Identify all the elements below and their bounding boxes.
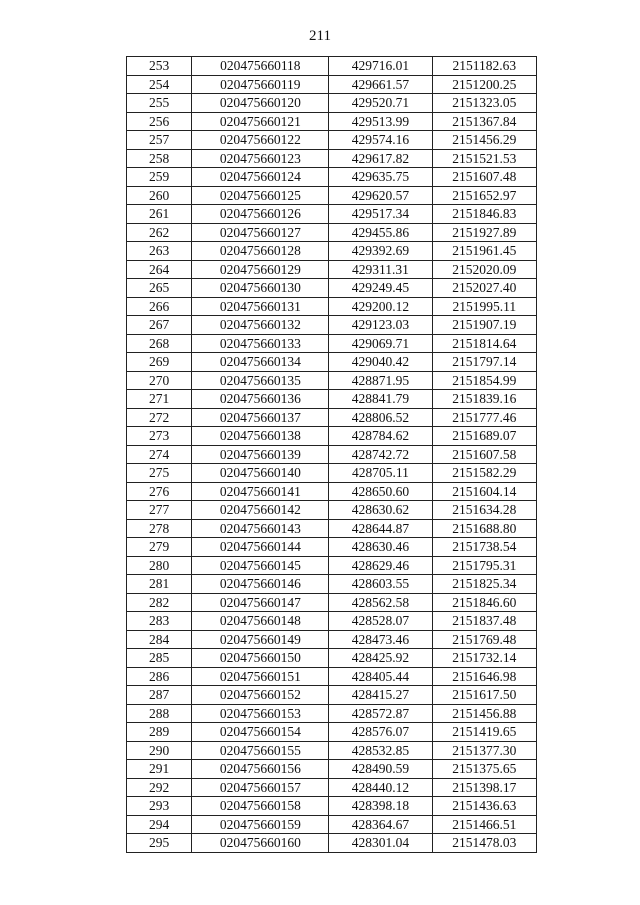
y-coordinate-cell: 2151582.29 bbox=[432, 464, 536, 483]
point-id-cell: 020475660144 bbox=[192, 538, 329, 557]
table-row bbox=[127, 371, 537, 390]
x-coordinate-cell: 429123.03 bbox=[329, 316, 432, 335]
point-id-cell: 020475660139 bbox=[192, 445, 329, 464]
x-coordinate-cell: 428405.44 bbox=[329, 667, 432, 686]
table-row bbox=[127, 612, 537, 631]
point-id-cell: 020475660142 bbox=[192, 501, 329, 520]
x-coordinate-cell: 428473.46 bbox=[329, 630, 432, 649]
point-id-cell: 020475660121 bbox=[192, 112, 329, 131]
table-row bbox=[127, 834, 537, 853]
x-coordinate-cell: 428603.55 bbox=[329, 575, 432, 594]
point-number-cell: 260 bbox=[127, 186, 192, 205]
point-id-cell: 020475660156 bbox=[192, 760, 329, 779]
table-row bbox=[127, 223, 537, 242]
point-id-cell: 020475660150 bbox=[192, 649, 329, 668]
point-number-cell: 268 bbox=[127, 334, 192, 353]
x-coordinate-cell: 429455.86 bbox=[329, 223, 432, 242]
table-row bbox=[127, 538, 537, 557]
table-body bbox=[127, 57, 537, 853]
point-id-cell: 020475660124 bbox=[192, 168, 329, 187]
table-row bbox=[127, 741, 537, 760]
table-row bbox=[127, 815, 537, 834]
y-coordinate-cell: 2151634.28 bbox=[432, 501, 536, 520]
x-coordinate-cell: 428364.67 bbox=[329, 815, 432, 834]
y-coordinate-cell: 2151367.84 bbox=[432, 112, 536, 131]
coordinates-table bbox=[126, 56, 537, 853]
x-coordinate-cell: 429040.42 bbox=[329, 353, 432, 372]
point-number-cell: 261 bbox=[127, 205, 192, 224]
table-row bbox=[127, 186, 537, 205]
x-coordinate-cell: 429661.57 bbox=[329, 75, 432, 94]
table-row bbox=[127, 297, 537, 316]
point-id-cell: 020475660143 bbox=[192, 519, 329, 538]
y-coordinate-cell: 2151200.25 bbox=[432, 75, 536, 94]
y-coordinate-cell: 2151323.05 bbox=[432, 94, 536, 113]
y-coordinate-cell: 2151846.60 bbox=[432, 593, 536, 612]
point-number-cell: 282 bbox=[127, 593, 192, 612]
y-coordinate-cell: 2151419.65 bbox=[432, 723, 536, 742]
x-coordinate-cell: 428415.27 bbox=[329, 686, 432, 705]
point-number-cell: 287 bbox=[127, 686, 192, 705]
point-number-cell: 258 bbox=[127, 149, 192, 168]
y-coordinate-cell: 2151604.14 bbox=[432, 482, 536, 501]
table-row bbox=[127, 778, 537, 797]
x-coordinate-cell: 428440.12 bbox=[329, 778, 432, 797]
table-row bbox=[127, 168, 537, 187]
point-number-cell: 290 bbox=[127, 741, 192, 760]
x-coordinate-cell: 429635.75 bbox=[329, 168, 432, 187]
point-id-cell: 020475660123 bbox=[192, 149, 329, 168]
y-coordinate-cell: 2151797.14 bbox=[432, 353, 536, 372]
table-row bbox=[127, 408, 537, 427]
point-number-cell: 276 bbox=[127, 482, 192, 501]
table-row bbox=[127, 723, 537, 742]
x-coordinate-cell: 428572.87 bbox=[329, 704, 432, 723]
table-row bbox=[127, 242, 537, 261]
table-row bbox=[127, 316, 537, 335]
point-id-cell: 020475660131 bbox=[192, 297, 329, 316]
x-coordinate-cell: 429517.34 bbox=[329, 205, 432, 224]
y-coordinate-cell: 2151398.17 bbox=[432, 778, 536, 797]
point-id-cell: 020475660158 bbox=[192, 797, 329, 816]
x-coordinate-cell: 429392.69 bbox=[329, 242, 432, 261]
point-id-cell: 020475660122 bbox=[192, 131, 329, 150]
table-row bbox=[127, 797, 537, 816]
point-number-cell: 280 bbox=[127, 556, 192, 575]
point-id-cell: 020475660151 bbox=[192, 667, 329, 686]
point-number-cell: 266 bbox=[127, 297, 192, 316]
x-coordinate-cell: 428425.92 bbox=[329, 649, 432, 668]
x-coordinate-cell: 428301.04 bbox=[329, 834, 432, 853]
point-id-cell: 020475660160 bbox=[192, 834, 329, 853]
table-row bbox=[127, 704, 537, 723]
point-number-cell: 265 bbox=[127, 279, 192, 298]
x-coordinate-cell: 428705.11 bbox=[329, 464, 432, 483]
y-coordinate-cell: 2151478.03 bbox=[432, 834, 536, 853]
point-number-cell: 256 bbox=[127, 112, 192, 131]
x-coordinate-cell: 429716.01 bbox=[329, 57, 432, 76]
x-coordinate-cell: 429574.16 bbox=[329, 131, 432, 150]
table-row bbox=[127, 75, 537, 94]
point-id-cell: 020475660137 bbox=[192, 408, 329, 427]
point-id-cell: 020475660153 bbox=[192, 704, 329, 723]
table-row bbox=[127, 260, 537, 279]
page-number: 211 bbox=[309, 28, 331, 44]
point-number-cell: 278 bbox=[127, 519, 192, 538]
y-coordinate-cell: 2151688.80 bbox=[432, 519, 536, 538]
point-id-cell: 020475660141 bbox=[192, 482, 329, 501]
point-number-cell: 269 bbox=[127, 353, 192, 372]
point-number-cell: 272 bbox=[127, 408, 192, 427]
point-number-cell: 273 bbox=[127, 427, 192, 446]
x-coordinate-cell: 428806.52 bbox=[329, 408, 432, 427]
point-id-cell: 020475660136 bbox=[192, 390, 329, 409]
point-number-cell: 284 bbox=[127, 630, 192, 649]
point-number-cell: 264 bbox=[127, 260, 192, 279]
y-coordinate-cell: 2151456.29 bbox=[432, 131, 536, 150]
point-id-cell: 020475660146 bbox=[192, 575, 329, 594]
point-id-cell: 020475660132 bbox=[192, 316, 329, 335]
point-number-cell: 255 bbox=[127, 94, 192, 113]
x-coordinate-cell: 428562.58 bbox=[329, 593, 432, 612]
point-id-cell: 020475660129 bbox=[192, 260, 329, 279]
table-row bbox=[127, 593, 537, 612]
x-coordinate-cell: 429311.31 bbox=[329, 260, 432, 279]
point-id-cell: 020475660152 bbox=[192, 686, 329, 705]
x-coordinate-cell: 428841.79 bbox=[329, 390, 432, 409]
y-coordinate-cell: 2151814.64 bbox=[432, 334, 536, 353]
y-coordinate-cell: 2151927.89 bbox=[432, 223, 536, 242]
y-coordinate-cell: 2151375.65 bbox=[432, 760, 536, 779]
point-id-cell: 020475660147 bbox=[192, 593, 329, 612]
point-number-cell: 271 bbox=[127, 390, 192, 409]
y-coordinate-cell: 2151466.51 bbox=[432, 815, 536, 834]
x-coordinate-cell: 428532.85 bbox=[329, 741, 432, 760]
x-coordinate-cell: 428630.46 bbox=[329, 538, 432, 557]
point-number-cell: 259 bbox=[127, 168, 192, 187]
point-id-cell: 020475660157 bbox=[192, 778, 329, 797]
y-coordinate-cell: 2151995.11 bbox=[432, 297, 536, 316]
y-coordinate-cell: 2151795.31 bbox=[432, 556, 536, 575]
table-row bbox=[127, 630, 537, 649]
point-number-cell: 288 bbox=[127, 704, 192, 723]
y-coordinate-cell: 2151837.48 bbox=[432, 612, 536, 631]
point-number-cell: 295 bbox=[127, 834, 192, 853]
table-row bbox=[127, 205, 537, 224]
point-number-cell: 292 bbox=[127, 778, 192, 797]
table-row bbox=[127, 57, 537, 76]
table-row bbox=[127, 760, 537, 779]
y-coordinate-cell: 2151777.46 bbox=[432, 408, 536, 427]
point-id-cell: 020475660120 bbox=[192, 94, 329, 113]
point-id-cell: 020475660149 bbox=[192, 630, 329, 649]
x-coordinate-cell: 429249.45 bbox=[329, 279, 432, 298]
point-number-cell: 270 bbox=[127, 371, 192, 390]
x-coordinate-cell: 428398.18 bbox=[329, 797, 432, 816]
y-coordinate-cell: 2151732.14 bbox=[432, 649, 536, 668]
point-id-cell: 020475660126 bbox=[192, 205, 329, 224]
table-row bbox=[127, 575, 537, 594]
table-row bbox=[127, 334, 537, 353]
point-number-cell: 291 bbox=[127, 760, 192, 779]
x-coordinate-cell: 429620.57 bbox=[329, 186, 432, 205]
point-number-cell: 283 bbox=[127, 612, 192, 631]
x-coordinate-cell: 428576.07 bbox=[329, 723, 432, 742]
x-coordinate-cell: 428630.62 bbox=[329, 501, 432, 520]
table-row bbox=[127, 686, 537, 705]
x-coordinate-cell: 428871.95 bbox=[329, 371, 432, 390]
point-id-cell: 020475660159 bbox=[192, 815, 329, 834]
x-coordinate-cell: 428490.59 bbox=[329, 760, 432, 779]
y-coordinate-cell: 2151839.16 bbox=[432, 390, 536, 409]
x-coordinate-cell: 429520.71 bbox=[329, 94, 432, 113]
point-id-cell: 020475660134 bbox=[192, 353, 329, 372]
table-row bbox=[127, 427, 537, 446]
x-coordinate-cell: 429069.71 bbox=[329, 334, 432, 353]
table-row bbox=[127, 390, 537, 409]
point-number-cell: 286 bbox=[127, 667, 192, 686]
y-coordinate-cell: 2151436.63 bbox=[432, 797, 536, 816]
point-id-cell: 020475660148 bbox=[192, 612, 329, 631]
y-coordinate-cell: 2151689.07 bbox=[432, 427, 536, 446]
x-coordinate-cell: 429513.99 bbox=[329, 112, 432, 131]
table-row bbox=[127, 445, 537, 464]
point-number-cell: 253 bbox=[127, 57, 192, 76]
table-row bbox=[127, 667, 537, 686]
y-coordinate-cell: 2151854.99 bbox=[432, 371, 536, 390]
point-id-cell: 020475660135 bbox=[192, 371, 329, 390]
point-id-cell: 020475660155 bbox=[192, 741, 329, 760]
x-coordinate-cell: 428784.62 bbox=[329, 427, 432, 446]
y-coordinate-cell: 2151646.98 bbox=[432, 667, 536, 686]
table-row bbox=[127, 353, 537, 372]
table-row bbox=[127, 131, 537, 150]
table-row bbox=[127, 94, 537, 113]
x-coordinate-cell: 429617.82 bbox=[329, 149, 432, 168]
x-coordinate-cell: 428644.87 bbox=[329, 519, 432, 538]
y-coordinate-cell: 2151846.83 bbox=[432, 205, 536, 224]
point-number-cell: 289 bbox=[127, 723, 192, 742]
table-row bbox=[127, 519, 537, 538]
point-number-cell: 254 bbox=[127, 75, 192, 94]
point-number-cell: 275 bbox=[127, 464, 192, 483]
y-coordinate-cell: 2151738.54 bbox=[432, 538, 536, 557]
point-number-cell: 274 bbox=[127, 445, 192, 464]
y-coordinate-cell: 2151182.63 bbox=[432, 57, 536, 76]
point-id-cell: 020475660118 bbox=[192, 57, 329, 76]
point-id-cell: 020475660128 bbox=[192, 242, 329, 261]
y-coordinate-cell: 2152027.40 bbox=[432, 279, 536, 298]
point-number-cell: 279 bbox=[127, 538, 192, 557]
point-id-cell: 020475660145 bbox=[192, 556, 329, 575]
point-number-cell: 293 bbox=[127, 797, 192, 816]
point-id-cell: 020475660125 bbox=[192, 186, 329, 205]
point-id-cell: 020475660130 bbox=[192, 279, 329, 298]
y-coordinate-cell: 2151521.53 bbox=[432, 149, 536, 168]
y-coordinate-cell: 2151617.50 bbox=[432, 686, 536, 705]
point-number-cell: 294 bbox=[127, 815, 192, 834]
y-coordinate-cell: 2151825.34 bbox=[432, 575, 536, 594]
y-coordinate-cell: 2151607.58 bbox=[432, 445, 536, 464]
point-id-cell: 020475660154 bbox=[192, 723, 329, 742]
y-coordinate-cell: 2152020.09 bbox=[432, 260, 536, 279]
x-coordinate-cell: 428528.07 bbox=[329, 612, 432, 631]
table-row bbox=[127, 279, 537, 298]
point-id-cell: 020475660119 bbox=[192, 75, 329, 94]
point-number-cell: 285 bbox=[127, 649, 192, 668]
table-row bbox=[127, 649, 537, 668]
y-coordinate-cell: 2151652.97 bbox=[432, 186, 536, 205]
point-id-cell: 020475660138 bbox=[192, 427, 329, 446]
point-number-cell: 257 bbox=[127, 131, 192, 150]
y-coordinate-cell: 2151607.48 bbox=[432, 168, 536, 187]
point-number-cell: 267 bbox=[127, 316, 192, 335]
table-row bbox=[127, 482, 537, 501]
point-number-cell: 277 bbox=[127, 501, 192, 520]
table-row bbox=[127, 556, 537, 575]
y-coordinate-cell: 2151961.45 bbox=[432, 242, 536, 261]
point-number-cell: 262 bbox=[127, 223, 192, 242]
y-coordinate-cell: 2151377.30 bbox=[432, 741, 536, 760]
y-coordinate-cell: 2151769.48 bbox=[432, 630, 536, 649]
point-number-cell: 263 bbox=[127, 242, 192, 261]
y-coordinate-cell: 2151907.19 bbox=[432, 316, 536, 335]
x-coordinate-cell: 429200.12 bbox=[329, 297, 432, 316]
x-coordinate-cell: 428650.60 bbox=[329, 482, 432, 501]
table-row bbox=[127, 112, 537, 131]
table-row bbox=[127, 149, 537, 168]
table-row bbox=[127, 464, 537, 483]
x-coordinate-cell: 428742.72 bbox=[329, 445, 432, 464]
y-coordinate-cell: 2151456.88 bbox=[432, 704, 536, 723]
point-number-cell: 281 bbox=[127, 575, 192, 594]
point-id-cell: 020475660127 bbox=[192, 223, 329, 242]
point-id-cell: 020475660133 bbox=[192, 334, 329, 353]
x-coordinate-cell: 428629.46 bbox=[329, 556, 432, 575]
table-row bbox=[127, 501, 537, 520]
point-id-cell: 020475660140 bbox=[192, 464, 329, 483]
